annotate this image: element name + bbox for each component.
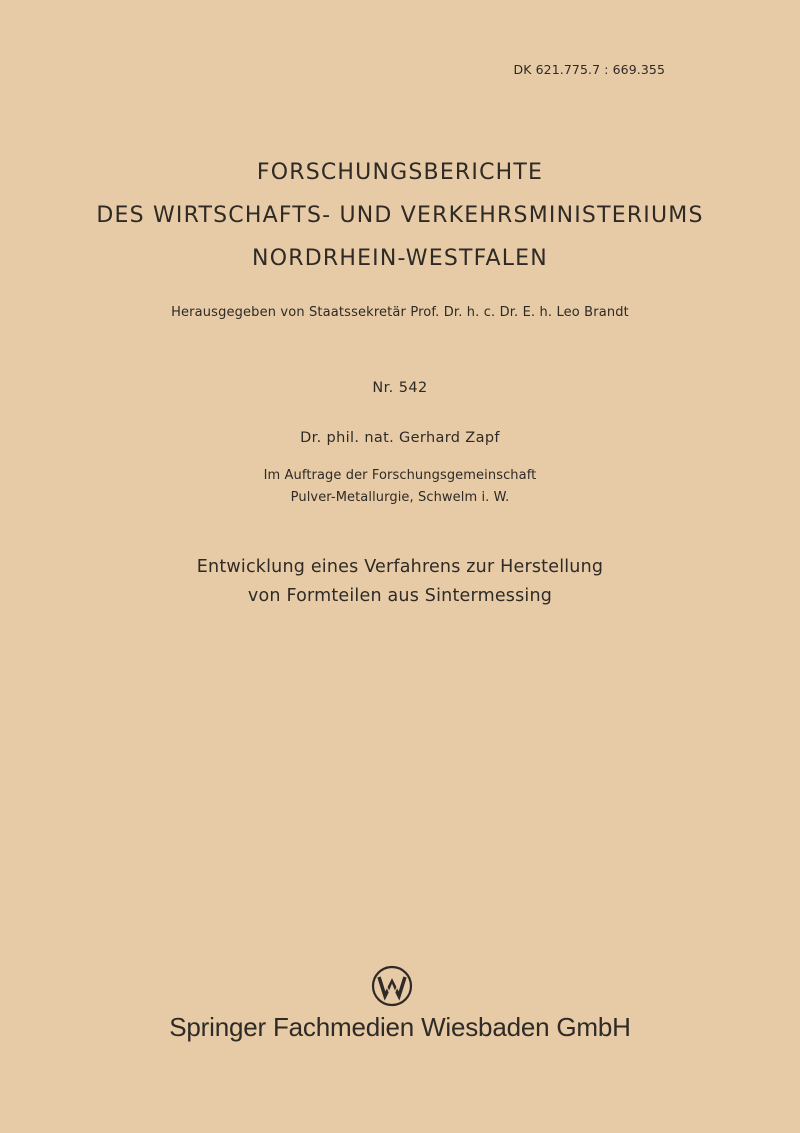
classification-code: DK 621.775.7 : 669.355 — [513, 62, 665, 77]
publisher-name: Springer Fachmedien Wiesbaden GmbH — [169, 1012, 631, 1042]
report-title-line-2: von Formteilen aus Sintermessing — [247, 586, 553, 606]
editor-line: Herausgegeben von Staatssekretär Prof. Dr. h. c. Dr. E. h. Leo Brandt — [171, 305, 629, 320]
commission-line-1: Im Auftrage der Forschungsgemeinschaft — [263, 468, 537, 483]
commission-note — [0, 465, 800, 509]
commission-line-2: Pulver-Metallurgie, Schwelm i. W. — [290, 490, 510, 505]
report-title — [0, 553, 800, 611]
series-title-line-1: FORSCHUNGSBERICHTE — [256, 160, 544, 185]
springer-circle-w-logo-icon — [371, 965, 413, 1007]
author-name: Dr. phil. nat. Gerhard Zapf — [300, 430, 500, 446]
series-title-line-3: NORDRHEIN-WESTFALEN — [252, 246, 548, 271]
report-number: Nr. 542 — [372, 380, 428, 396]
series-title-line-2: DES WIRTSCHAFTS- UND VERKEHRSMINISTERIUMS — [96, 203, 704, 228]
series-title — [0, 151, 800, 280]
report-title-line-1: Entwicklung eines Verfahrens zur Herstellung — [196, 557, 604, 577]
